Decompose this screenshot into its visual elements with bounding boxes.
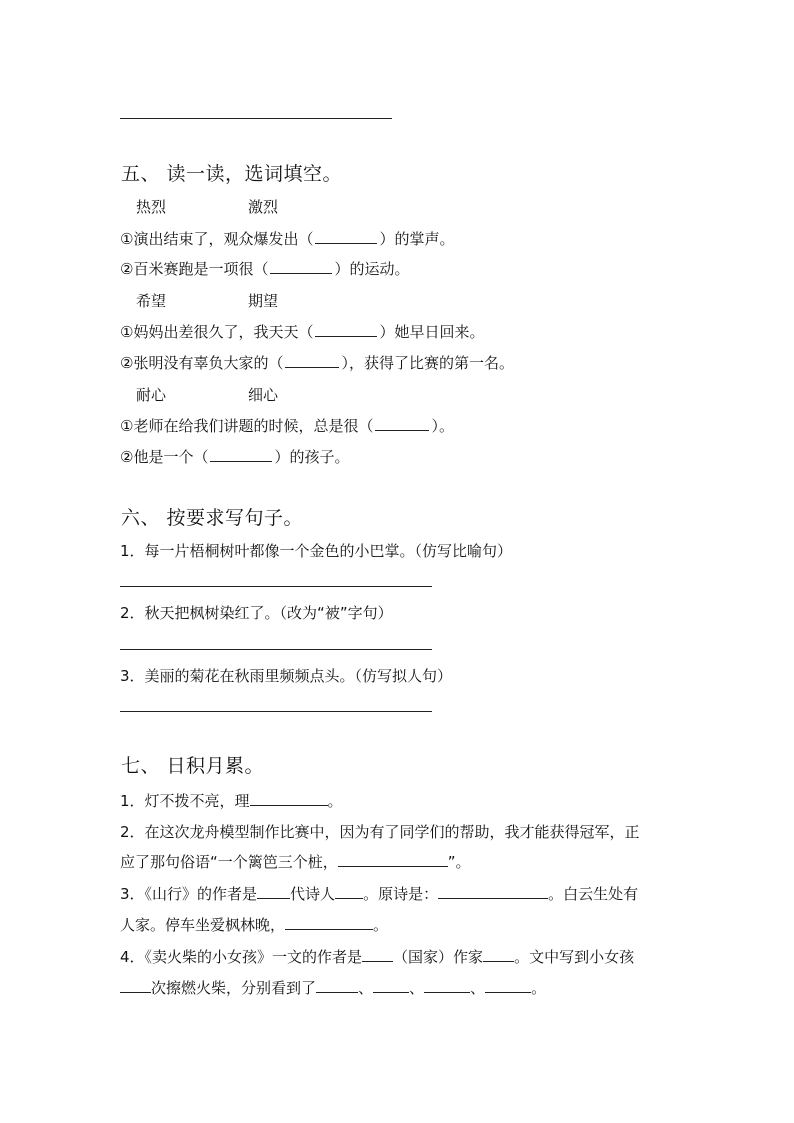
section-7-q4-line2 — [120, 977, 546, 998]
q-text-a: 4．《卖火柴的小女孩》一文的作者是 — [120, 948, 363, 966]
separator: 、 — [358, 979, 374, 997]
section-5-title: 五、 读一读，选词填空。 — [121, 163, 343, 185]
q-text-pre: 人家。停车坐爱枫林晚， — [120, 916, 286, 934]
section-5-q1-1 — [120, 228, 454, 249]
fill-blank[interactable] — [483, 947, 514, 962]
q-text-c: 。原诗是： — [363, 885, 439, 903]
fill-blank[interactable] — [424, 978, 470, 993]
fill-blank[interactable] — [120, 978, 151, 993]
fill-blank[interactable] — [315, 230, 377, 244]
word-option-xixin: 细心 — [248, 386, 279, 404]
q-text-post: 。 — [327, 792, 343, 810]
separator: 、 — [470, 979, 486, 997]
fill-blank[interactable] — [362, 947, 393, 962]
section-7-title: 七、 日积月累。 — [121, 755, 265, 777]
word-option-xiwang: 希望 — [136, 292, 167, 310]
section-6-q2: 2．秋天把枫树染红了。（改为“被”字句） — [120, 604, 393, 622]
section-7-q2-line2 — [120, 851, 471, 872]
section-7-q1 — [120, 790, 343, 811]
section-7-q3-line2 — [120, 914, 388, 935]
fill-blank[interactable] — [375, 417, 429, 431]
q-text-pre: ①妈妈出差很久了，我天天（ — [120, 323, 314, 341]
word-option-naixin: 耐心 — [136, 386, 167, 404]
fill-blank[interactable] — [250, 791, 328, 806]
answer-line[interactable] — [120, 586, 432, 587]
q-text-post: ）的运动。 — [334, 260, 410, 278]
q-text-post: ）。 — [431, 417, 454, 435]
q-text-post: ）的掌声。 — [379, 230, 455, 248]
section-5-q3-1 — [120, 415, 454, 436]
fill-blank[interactable] — [210, 448, 272, 462]
section-6-q1: 1．每一片梧桐树叶都像一个金色的小巴掌。（仿写比喻句） — [120, 542, 513, 560]
section-7-q3-line1 — [120, 883, 638, 904]
fill-blank[interactable] — [285, 354, 339, 368]
section-5-q3-2 — [120, 446, 349, 467]
q-text-pre: ①演出结束了，观众爆发出（ — [120, 230, 314, 248]
q-text-post: ），获得了比赛的第一名。 — [341, 354, 514, 372]
q-text-pre: ②他是一个（ — [120, 448, 209, 466]
section-7-q2-line1: 2．在这次龙舟模型制作比赛中，因为有了同学们的帮助，我才能获得冠军，正 — [120, 823, 640, 841]
q-text-pre: 应了那句俗语“一个篱笆三个桩， — [120, 853, 338, 871]
answer-line-top — [120, 118, 392, 119]
fill-blank[interactable] — [373, 978, 409, 993]
section-5-q2-1 — [120, 321, 484, 342]
fill-blank[interactable] — [315, 323, 377, 337]
section-7-q4-line1 — [120, 946, 634, 967]
fill-blank[interactable] — [335, 884, 363, 899]
fill-blank[interactable] — [316, 978, 358, 993]
q-text-pre: ②百米赛跑是一项很（ — [120, 260, 269, 278]
fill-blank[interactable] — [270, 260, 332, 274]
section-5-q1-2 — [120, 258, 409, 279]
q-text-end: 。 — [531, 979, 547, 997]
q-text-a: 3．《山行》的作者是 — [120, 885, 258, 903]
q-text-post: ）的孩子。 — [274, 448, 350, 466]
answer-line[interactable] — [120, 711, 432, 712]
q-text-post: 。 — [373, 916, 389, 934]
section-5-q2-2 — [120, 352, 514, 373]
section-6-q3: 3．美丽的菊花在秋雨里频频点头。（仿写拟人句） — [120, 667, 453, 685]
word-option-jilie: 激烈 — [248, 198, 279, 216]
section-6-title: 六、 按要求写句子。 — [121, 507, 304, 529]
word-option-relie: 热烈 — [136, 198, 167, 216]
q-text-pre: ②张明没有辜负大家的（ — [120, 354, 284, 372]
q-text-a: 次擦燃火柴，分别看到了 — [151, 979, 317, 997]
word-option-qiwang: 期望 — [248, 292, 279, 310]
fill-blank[interactable] — [285, 915, 373, 930]
q-text-post: ）她早日回来。 — [379, 323, 485, 341]
fill-blank[interactable] — [485, 978, 531, 993]
q-text-b: 代诗人 — [290, 885, 336, 903]
q-text-c: 。文中写到小女孩 — [514, 948, 635, 966]
q-text-d: 。白云生处有 — [548, 885, 639, 903]
fill-blank[interactable] — [338, 852, 448, 867]
q-text-pre: 1．灯不拨不亮，理 — [120, 792, 250, 810]
fill-blank[interactable] — [257, 884, 290, 899]
q-text-pre: ①老师在给我们讲题的时候，总是很（ — [120, 417, 374, 435]
answer-line[interactable] — [120, 649, 432, 650]
separator: 、 — [409, 979, 425, 997]
fill-blank[interactable] — [438, 884, 548, 899]
q-text-b: （国家）作家 — [393, 948, 484, 966]
q-text-post: ”。 — [447, 853, 471, 871]
